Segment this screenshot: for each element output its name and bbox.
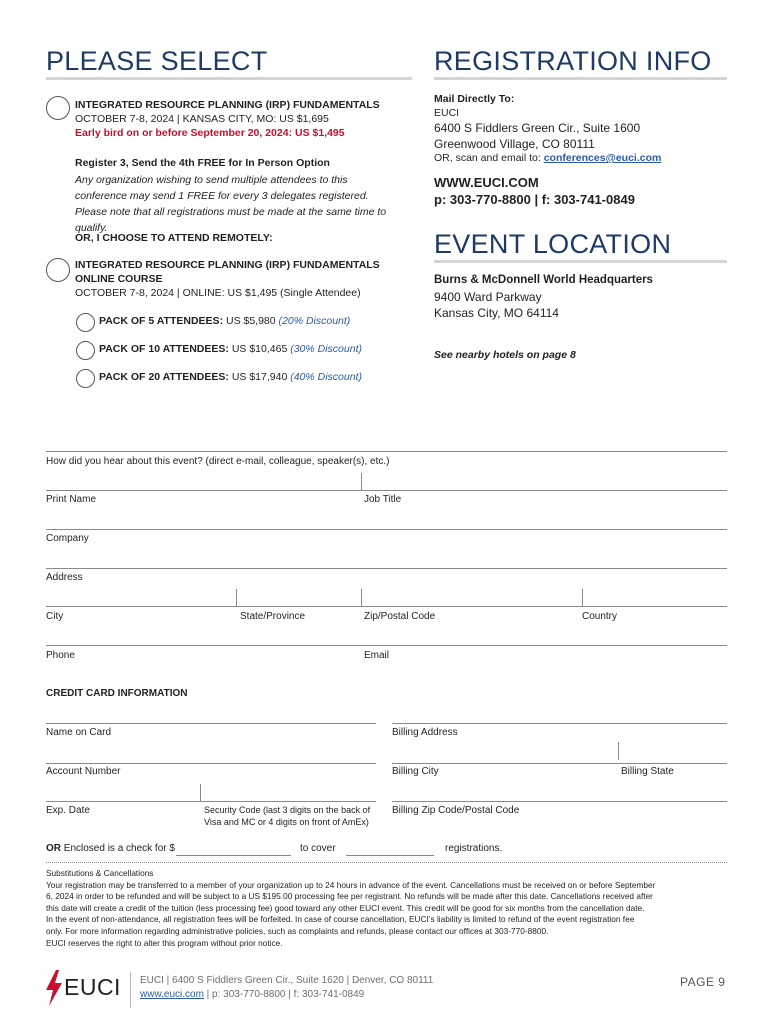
exp-date-label: Exp. Date — [46, 805, 90, 816]
email-label: Email — [364, 650, 390, 661]
credit-card-heading: CREDIT CARD INFORMATION — [46, 688, 188, 699]
policy-line: In the event of non-attendance, all registration fees will be forfeited. In case of course cancellation, EUCI’s liability is limited to refund of the event registration fee — [46, 914, 635, 925]
security-code-label-2: Visa and MC or 4 digits on front of AmEx) — [204, 817, 369, 827]
zip-label: Zip/Postal Code — [364, 611, 436, 622]
pack-10-radio[interactable] — [76, 341, 95, 360]
check-amount-field[interactable] — [176, 855, 291, 856]
field-divider — [200, 784, 201, 801]
hear-about-label: How did you hear about this event? (direct e-mail, colleague, speaker(s), etc.) — [46, 456, 390, 467]
mail-address-1: 6400 S Fiddlers Green Cir., Suite 1600 — [434, 121, 641, 135]
lightning-bolt-icon — [44, 970, 64, 1006]
policy-line: only. For more information regarding administrative policies, such as complaints and refunds, please contact our offices at 303-770-8800. — [46, 925, 549, 936]
venue-address-2: Kansas City, MO 64114 — [434, 306, 559, 320]
form-top-rule — [46, 451, 727, 452]
field-divider — [618, 742, 619, 760]
footer-web-link[interactable]: www.euci.com — [140, 989, 204, 1000]
option-in-person-radio[interactable] — [46, 96, 70, 120]
pack-20-label: PACK OF 20 ATTENDEES: US $17,940 (40% Discount) — [99, 371, 362, 383]
name-on-card-field[interactable] — [46, 723, 376, 724]
option-online-title-2: ONLINE COURSE — [75, 273, 163, 285]
hear-about-field[interactable] — [46, 490, 727, 491]
footer-divider — [130, 972, 131, 1008]
field-divider — [236, 589, 237, 606]
job-title-label: Job Title — [364, 494, 402, 505]
company-field[interactable] — [46, 568, 727, 569]
field-divider — [361, 589, 362, 606]
address-label: Address — [46, 572, 83, 583]
heading-rule — [434, 77, 727, 80]
option-online-radio[interactable] — [46, 258, 70, 282]
billing-state-label: Billing State — [621, 766, 674, 777]
security-code-label-1: Security Code (last 3 digits on the back of — [204, 805, 371, 815]
billing-city-field[interactable] — [392, 763, 727, 764]
billing-zip-label: Billing Zip Code/Postal Code — [392, 805, 520, 816]
billing-city-label: Billing City — [392, 766, 439, 777]
policy-heading: Substitutions & Cancellations — [46, 868, 154, 878]
registration-info-heading: REGISTRATION INFO — [434, 46, 712, 76]
remote-heading: OR, I CHOOSE TO ATTEND REMOTELY: — [75, 232, 273, 244]
company-label: Company — [46, 533, 89, 544]
field-divider — [582, 589, 583, 606]
pack-10-label: PACK OF 10 ATTENDEES: US $10,465 (30% Discount) — [99, 343, 362, 355]
mail-org: EUCI — [434, 107, 460, 119]
print-name-label: Print Name — [46, 494, 97, 505]
dotted-divider — [46, 862, 727, 863]
exp-security-field[interactable] — [46, 801, 376, 802]
event-location-heading: EVENT LOCATION — [434, 229, 672, 259]
address-field[interactable] — [46, 606, 727, 607]
page-number: PAGE 9 — [680, 975, 726, 989]
registrations-count-field[interactable] — [346, 855, 434, 856]
phone-fax: p: 303-770-8800 | f: 303-741-0849 — [434, 192, 635, 207]
country-label: Country — [582, 611, 618, 622]
policy-block — [46, 868, 736, 949]
to-cover-label: to cover — [300, 843, 336, 854]
euci-logo: EUCI — [64, 974, 121, 1000]
venue-address-1: 9400 Ward Parkway — [434, 290, 542, 304]
heading-rule — [46, 77, 412, 80]
heading-rule — [434, 260, 727, 263]
pack-5-label: PACK OF 5 ATTENDEES: US $5,980 (20% Discount) — [99, 315, 351, 327]
mail-label: Mail Directly To: — [434, 93, 515, 105]
billing-address-field[interactable] — [392, 723, 727, 724]
name-on-card-label: Name on Card — [46, 727, 112, 738]
check-label: OR Enclosed is a check for $ — [46, 843, 175, 854]
please-select-heading: PLEASE SELECT — [46, 46, 268, 76]
website: WWW.EUCI.COM — [434, 175, 539, 190]
pack-20-radio[interactable] — [76, 369, 95, 388]
policy-line: 6, 2024 in order to be refunded and will be subject to a US $195.00 processing fee per registrant. No refunds will be made after this date. Cancellations received after — [46, 891, 653, 902]
scan-email-line: OR, scan and email to: conferences@euci.com — [434, 152, 662, 164]
field-divider — [361, 473, 362, 490]
name-title-field[interactable] — [46, 529, 727, 530]
policy-line: Your registration may be transferred to a member of your organization up to 24 hours in advance of the event. Cancellations must be received on or before September — [46, 879, 656, 890]
pack-5-radio[interactable] — [76, 313, 95, 332]
early-bird-price: Early bird on or before September 20, 2024: US $1,495 — [75, 127, 345, 139]
state-label: State/Province — [240, 611, 306, 622]
option-in-person-details: OCTOBER 7-8, 2024 | KANSAS CITY, MO: US $1,695 — [75, 113, 329, 125]
registrations-label: registrations. — [445, 843, 503, 854]
group-discount-text: Any organization wishing to send multiple attendees to this conference may send 1 FREE for every 3 delegates registered. Please note that all registrations must be made at the same time to qualify. — [75, 174, 387, 234]
billing-zip-field[interactable] — [392, 801, 727, 802]
email-link[interactable]: conferences@euci.com — [543, 152, 662, 164]
group-discount-title: Register 3, Send the 4th FREE for In Person Option — [75, 157, 330, 169]
policy-line: this date will create a credit of the tuition (less processing fee) good toward any other EUCI event. This credit will be good for six months from the cancellation date. — [46, 902, 645, 913]
account-number-field[interactable] — [46, 763, 376, 764]
footer-contact: www.euci.com | p: 303-770-8800 | f: 303-741-0849 — [140, 989, 365, 1000]
option-in-person-title: INTEGRATED RESOURCE PLANNING (IRP) FUNDAMENTALS — [75, 99, 380, 111]
billing-address-label: Billing Address — [392, 727, 458, 738]
city-label: City — [46, 611, 64, 622]
hotels-note: See nearby hotels on page 8 — [434, 349, 576, 361]
option-online-details: OCTOBER 7-8, 2024 | ONLINE: US $1,495 (Single Attendee) — [75, 287, 361, 299]
policy-line: EUCI reserves the right to alter this program without prior notice. — [46, 937, 283, 948]
account-number-label: Account Number — [46, 766, 121, 777]
venue-name: Burns & McDonnell World Headquarters — [434, 274, 653, 286]
option-online-title-1: INTEGRATED RESOURCE PLANNING (IRP) FUNDAMENTALS — [75, 259, 380, 271]
mail-address-2: Greenwood Village, CO 80111 — [434, 137, 595, 151]
phone-label: Phone — [46, 650, 75, 661]
city-row-field[interactable] — [46, 645, 727, 646]
footer-address: EUCI | 6400 S Fiddlers Green Cir., Suite 1620 | Denver, CO 80111 — [140, 975, 434, 986]
